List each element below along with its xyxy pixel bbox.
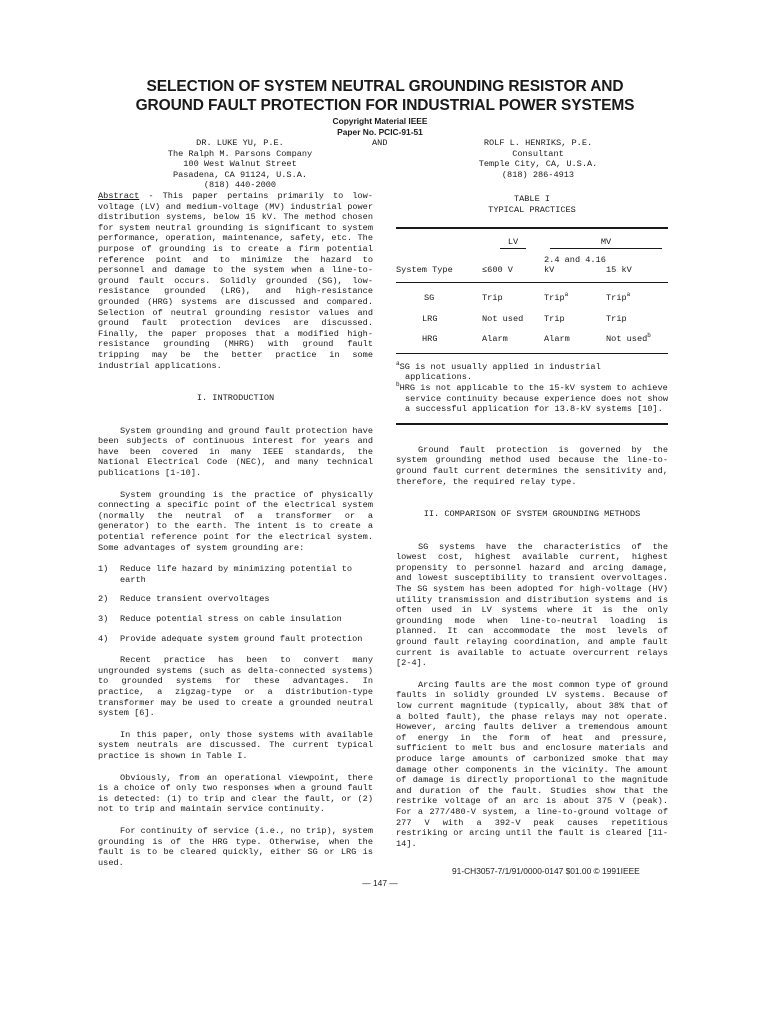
- footnote-mark: b: [647, 332, 651, 340]
- cell-value: Trip: [544, 292, 565, 303]
- body-paragraph: SG systems have the characteristics of the lowest cost, highest available current, highest propensity to personnel hazard and arcing damage, and lowest susceptibility to transient overvoltages. The SG system has been adopted for high-voltage (HV) utility transmission and distribution systems and is often used in LV systems where it is the only grounding mode when line-to-neutral loading is planned. It can accommodate the most levels of ground fault relaying coordination, and ample fault current is available to actuate overcurrent relays [2-4].: [396, 541, 668, 669]
- intro-paragraph: Recent practice has been to convert many ungrounded systems (such as delta-connected systems) to grounded systems for these advantages. In practice, a zigzag-type or a distribution-type transformer may be used to create a grounded neutral system [6].: [98, 655, 373, 719]
- author-left: [140, 138, 340, 191]
- table-footnotes: [396, 353, 668, 423]
- table-cell: [544, 282, 606, 303]
- list-item: [98, 564, 373, 585]
- author-phone: (818) 440-2000: [203, 180, 277, 191]
- author-city: Temple City, CA, U.S.A.: [478, 159, 598, 170]
- table-row: [396, 324, 668, 353]
- author-right: [438, 138, 638, 180]
- system-type-label: System Type: [396, 265, 453, 276]
- body-paragraph: Arcing faults are the most common type of ground faults in solidly grounded LV systems. Because of low current magnitude (typically, about 38% that of a bolted fault), the phase relays may not operate. However, arcing faults deliver a tremendous amount of energy in the form of heat and pressure, sufficient to melt bus and enclosure materials and produce large amounts of carbonized smoke that may damage other components in the vicinity. The amount of damage is directly proportional to the magnitude and duration of the fault. Studies show that the restrike voltage of an arc is about 375 V (peak). For a 277/480-V system, a line-to-ground voltage of 277 V with a 392-V peak causes repetitious restriking or arcing until the fault is cleared [11-14].: [396, 679, 668, 849]
- left-column: [98, 191, 373, 868]
- table-header-row: [396, 228, 668, 249]
- body-paragraph: Ground fault protection is governed by the system grounding method used because the line-to-ground fault current determines the sensitivity and, therefore, the required relay type.: [396, 444, 668, 487]
- table-cell: Trip: [606, 313, 627, 324]
- author-address: 100 West Walnut Street: [183, 159, 297, 170]
- table-bottom-rule: [396, 423, 668, 425]
- author-city: Pasadena, CA 91124, U.S.A.: [172, 169, 308, 180]
- abstract-text: - This paper pertains primarily to low-voltage (LV) and medium-voltage (MV) industrial power distribution systems, below 15 kV. The method chosen for system neutral grounding is significant to system performance, operation, maintenance, safety, etc. The purpose of grounding is to create a firm potential reference point and to minimize the hazard to personnel and damage to the system when a line-to-ground fault occurs. Solidly grounded (SG), low-resistance grounded (LRG), and high-resistance grounded (HRG) systems are discussed and compared. Selection of neutral grounding resistor values and ground fault protection devices are discussed. Finally, the paper proposes that a modified high-resistance grounding (MHRG) with ground fault tripping may be the better practice in some industrial applications.: [98, 191, 373, 371]
- list-number: 3): [98, 614, 109, 624]
- footnote-text: SG is not usually applied in industrial applications.: [399, 361, 601, 383]
- table-cell: HRG: [422, 334, 438, 345]
- mv-voltage-2: 15 kV: [606, 265, 632, 276]
- lv-voltage: ≤600 V: [482, 265, 513, 276]
- abstract-label: Abstract: [98, 191, 140, 201]
- footnote-mark: a: [396, 359, 400, 367]
- list-item: [98, 594, 373, 605]
- copyright-block: [290, 116, 470, 137]
- author-name: ROLF L. HENRIKS, P.E.: [483, 138, 593, 148]
- paper-number: Paper No. PCIC-91-51: [337, 126, 423, 137]
- table-cell: SG: [396, 282, 482, 303]
- table-title: [396, 194, 668, 215]
- table-row: [396, 249, 668, 283]
- author-separator: AND: [372, 138, 388, 148]
- footnote: [396, 383, 668, 415]
- list-item: [98, 614, 373, 625]
- intro-paragraph: Obviously, from an operational viewpoint, there is a choice of only two responses when a ground fault is detected: (1) to trip and clear the fault, or (2) not to trip and maintain service continuity.: [98, 772, 373, 815]
- intro-paragraph: System grounding is the practice of physically connecting a specific point of the electrical system (normally the neutral of a transformer or a generator) to the earth. The intent is to create a potential reference point for the electrical system. Some advantages of system grounding are:: [98, 489, 373, 553]
- title-line: SELECTION OF SYSTEM NEUTRAL GROUNDING RESISTOR AND: [146, 78, 624, 95]
- footnote-mark: b: [396, 381, 400, 389]
- table-cell: Alarm: [544, 334, 570, 345]
- list-text: Provide adequate system ground fault protection: [120, 633, 363, 644]
- list-number: 1): [98, 564, 109, 575]
- list-text: Reduce transient overvoltages: [120, 594, 270, 605]
- lv-header: LV: [500, 237, 526, 249]
- list-number: 2): [98, 594, 109, 605]
- footnote-mark: a: [564, 291, 569, 299]
- section-heading-introduction: I. INTRODUCTION: [196, 393, 275, 404]
- table-row: [396, 282, 668, 303]
- table-caption: TYPICAL PRACTICES: [488, 204, 576, 215]
- table-cell: Trip: [482, 282, 544, 303]
- footnote-text: HRG is not applicable to the 15-kV system to achieve service continuity because experience does not show a successful application for 13.8-kV systems [10].: [399, 382, 669, 415]
- author-affiliation: Consultant: [512, 148, 564, 159]
- mv-header: MV: [550, 237, 662, 249]
- list-item: [98, 634, 373, 645]
- table-cell: Not used: [482, 313, 524, 324]
- author-phone: (818) 286-4913: [501, 169, 575, 180]
- table-typical-practices: [396, 227, 668, 353]
- table-cell: Trip: [544, 313, 565, 324]
- footer-code: 91-CH3057-7/1/91/0000-0147 $01.00 © 1991IEEE: [452, 866, 640, 876]
- footnote: [396, 359, 668, 383]
- table-cell: LRG: [422, 313, 438, 324]
- table-label: TABLE I: [513, 194, 551, 204]
- author-name: DR. LUKE YU, P.E.: [196, 138, 284, 148]
- page-number: — 147 —: [362, 878, 398, 888]
- advantages-list: [98, 564, 373, 644]
- right-column: [396, 194, 668, 849]
- footnote-mark: a: [626, 291, 631, 299]
- section-heading-comparison: II. COMPARISON OF SYSTEM GROUNDING METHODS: [423, 509, 641, 520]
- cell-value: Not used: [606, 334, 648, 345]
- mv-voltage-1: 2.4 and 4.16 kV: [544, 254, 606, 276]
- title-line: GROUND FAULT PROTECTION FOR INDUSTRIAL POWER SYSTEMS: [135, 97, 635, 114]
- list-text: Reduce life hazard by minimizing potential to earth: [120, 564, 353, 585]
- table-cell: [606, 282, 668, 303]
- list-text: Reduce potential stress on cable insulation: [120, 614, 342, 624]
- author-affiliation: The Ralph M. Parsons Company: [167, 148, 313, 159]
- cell-value: Trip: [606, 292, 627, 303]
- table-cell: [606, 324, 668, 353]
- abstract: [98, 191, 373, 371]
- table-row: [396, 304, 668, 325]
- copyright-notice: Copyright Material IEEE: [332, 116, 428, 126]
- intro-paragraph: For continuity of service (i.e., no trip), system grounding is of the HRG type. Otherwise, when the fault is to be cleared quickly, either SG or LRG is used.: [98, 825, 373, 868]
- paper-title: [100, 77, 670, 115]
- table-cell: Alarm: [482, 334, 508, 345]
- intro-paragraph: In this paper, only those systems with available system neutrals are discussed. The current typical practice is shown in Table I.: [98, 729, 373, 761]
- list-number: 4): [98, 633, 109, 644]
- intro-paragraph: System grounding and ground fault protection have been subjects of continuous interest for years and have been covered in many IEEE standards, the National Electrical Code (NEC), and many technical publications [1-10].: [98, 425, 373, 479]
